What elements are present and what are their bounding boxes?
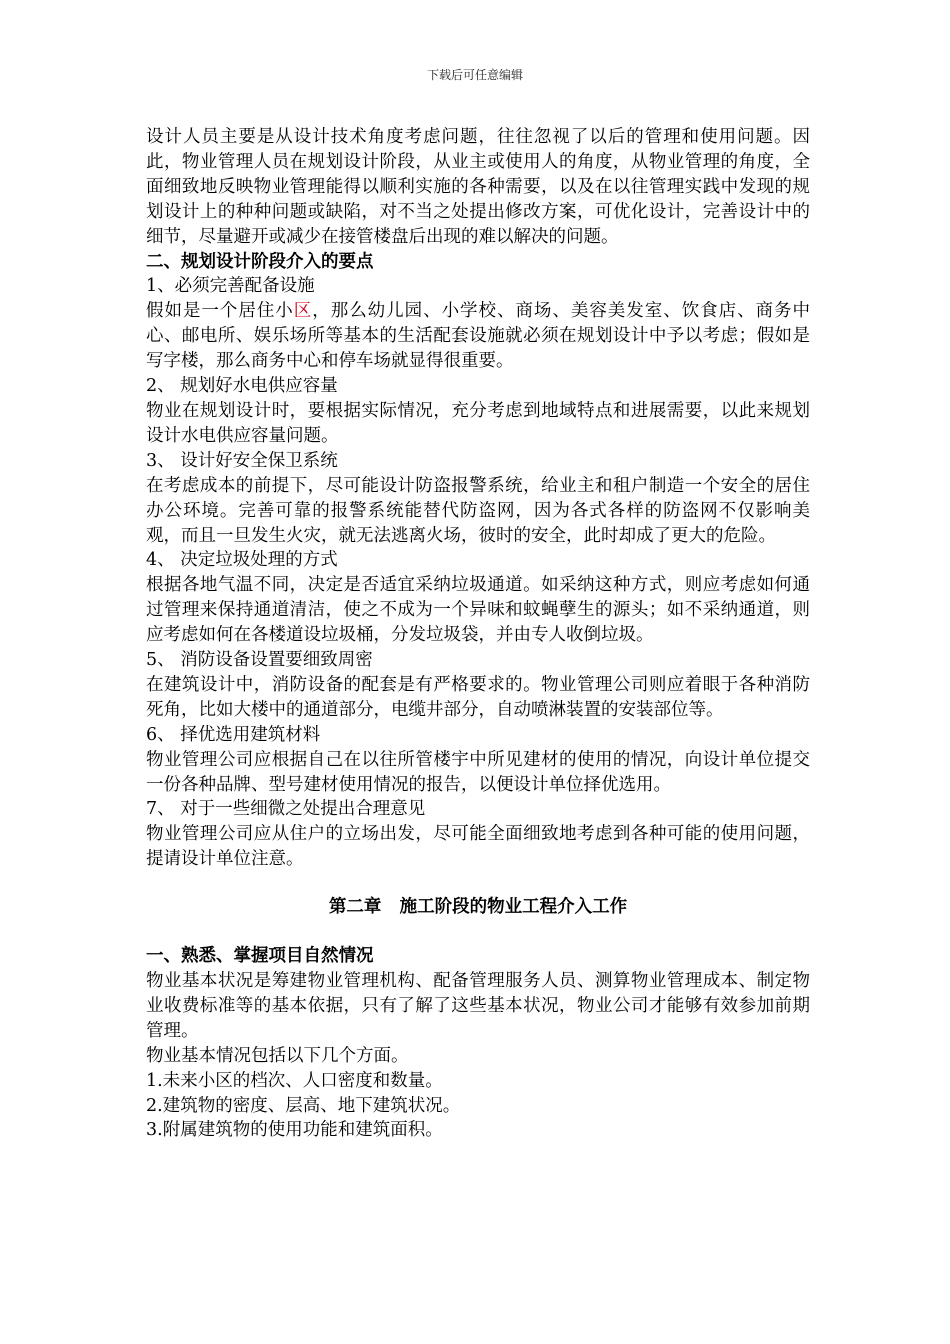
list-item: 2.建筑物的密度、层高、地下建筑状况。 bbox=[146, 1095, 461, 1116]
item-title: 5、 消防设备设置要细致周密 bbox=[146, 650, 373, 671]
intro-paragraph: 设计人员主要是从设计技术角度考虑问题，往往忽视了以后的管理和使用问题。因此，物业管理人员在规划设计阶段，从业主或使用人的角度，从物业管理的角度，全面细致地反映物业管理能得以顺利实施的各种需要，以及在以往管理实践中发现的规划设计上的种种问题或缺陷，对不当之处提出修改方案，可优化设计，完善设计中的细节，尽量避开或减少在接管楼盘后出现的难以解决的问题。 bbox=[146, 127, 810, 247]
section-heading: 二、规划设计阶段介入的要点 bbox=[146, 251, 374, 272]
item-title: 4、 决定垃圾处理的方式 bbox=[146, 550, 338, 571]
item-title: 7、 对于一些细微之处提出合理意见 bbox=[146, 799, 426, 820]
item-paragraph bbox=[146, 299, 810, 374]
body-paragraph: 物业基本情况包括以下几个方面。 bbox=[146, 1045, 409, 1066]
highlighted-text: 区 bbox=[293, 301, 313, 322]
item-title: 2、 规划好水电供应容量 bbox=[146, 376, 338, 397]
section-heading: 一、熟悉、掌握项目自然情况 bbox=[146, 946, 374, 967]
item-title: 1、必须完善配备设施 bbox=[146, 276, 315, 297]
item-title: 3、 设计好安全保卫系统 bbox=[146, 450, 338, 471]
list-item: 1.未来小区的档次、人口密度和数量。 bbox=[146, 1070, 443, 1091]
document-body bbox=[146, 125, 810, 1143]
page-header: 下载后可任意编辑 bbox=[426, 68, 523, 82]
chapter-title: 第二章 施工阶段的物业工程介入工作 bbox=[328, 897, 628, 918]
item-text: 假如是一个居住小 bbox=[146, 301, 294, 322]
list-item: 3.附属建筑物的使用功能和建筑面积。 bbox=[146, 1120, 443, 1141]
item-paragraph: 在考虑成本的前提下，尽可能设计防盗报警系统，给业主和租户制造一个安全的居住办公环境。完善可靠的报警系统能替代防盗网，因为各式各样的防盗网不仅影响美观，而且一旦发生火灾，就无法逃离火场，彼时的安全，此时却成了更大的危险。 bbox=[146, 475, 810, 546]
item-paragraph: 在建筑设计中，消防设备的配套是有严格要求的。物业管理公司则应着眼于各种消防死角，比如大楼中的通道部分，电缆井部分，自动喷淋装置的安装部位等。 bbox=[146, 674, 810, 720]
item-text: ，那么幼儿园、小学校、商场、美容美发室、饮食店、商务中心、邮电所、娱乐场所等基本的生活配套设施就必须在规划设计中予以考虑；假如是写字楼，那么商务中心和停车场就显得很重要。 bbox=[146, 301, 811, 372]
item-paragraph: 物业在规划设计时，要根据实际情况，充分考虑到地域特点和进展需要，以此来规划设计水电供应容量问题。 bbox=[146, 400, 810, 446]
body-paragraph: 物业基本状况是筹建物业管理机构、配备管理服务人员、测算物业管理成本、制定物业收费标准等的基本依据，只有了解了这些基本状况，物业公司才能够有效参加前期管理。 bbox=[146, 971, 810, 1041]
item-paragraph: 物业管理公司应根据自己在以往所管楼宇中所见建材的使用的情况，向设计单位提交一份各种品牌、型号建材使用情况的报告，以便设计单位择优选用。 bbox=[146, 749, 810, 795]
item-paragraph: 物业管理公司应从住户的立场出发，尽可能全面细致地考虑到各种可能的使用问题，提请设计单位注意。 bbox=[146, 824, 810, 870]
item-title: 6、 择优选用建筑材料 bbox=[146, 724, 321, 745]
item-paragraph: 根据各地气温不同，决定是否适宜采纳垃圾通道。如采纳这种方式，则应考虑如何通过管理来保持通道清洁，使之不成为一个异味和蚊蝇孽生的源头；如不采纳通道，则应考虑如何在各楼道设垃圾桶，分发垃圾袋，并由专人收倒垃圾。 bbox=[146, 575, 810, 646]
